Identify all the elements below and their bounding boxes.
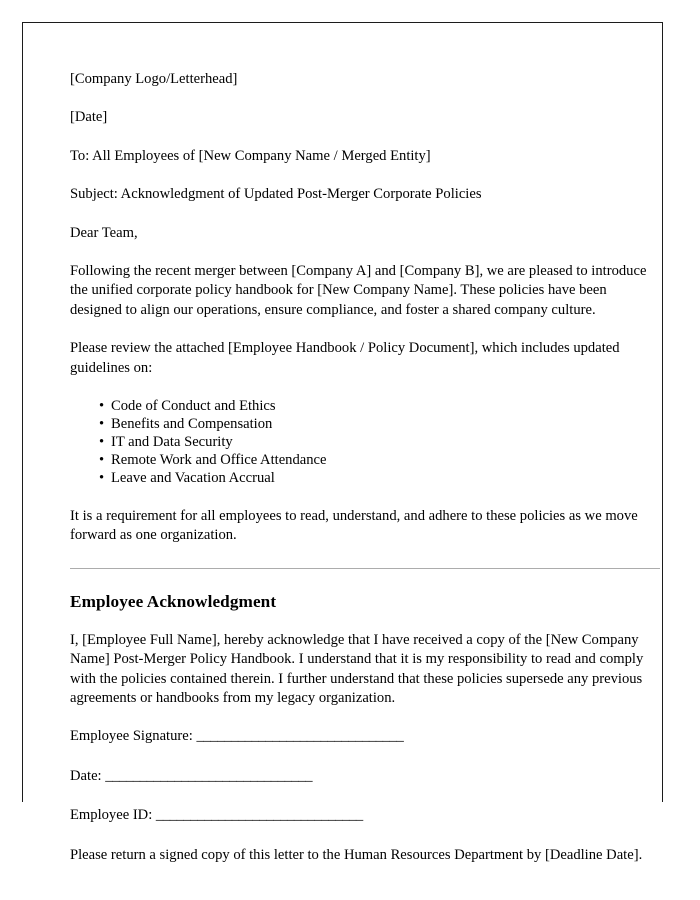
recipient-line: To: All Employees of [New Company Name / Merged Entity] <box>70 147 431 164</box>
list-item-label: Remote Work and Office Attendance <box>111 452 327 469</box>
bullet-icon: • <box>99 452 105 469</box>
bullet-icon: • <box>99 434 105 451</box>
list-item-label: Code of Conduct and Ethics <box>111 398 276 415</box>
list-item-label: Leave and Vacation Accrual <box>111 470 275 487</box>
review-paragraph: Please review the attached [Employee Handbook / Policy Document], which includes updated guidelines on: <box>70 340 620 376</box>
subject-line: Subject: Acknowledgment of Updated Post-Merger Corporate Policies <box>70 186 482 203</box>
list-item-label: Benefits and Compensation <box>111 416 273 433</box>
date-placeholder: [Date] <box>70 109 108 126</box>
list-item <box>99 415 660 433</box>
list-item <box>99 469 660 487</box>
list-item-label: IT and Data Security <box>111 434 233 451</box>
requirement-paragraph: It is a requirement for all employees to read, understand, and adhere to these policies as we move forward as one organization. <box>70 507 638 543</box>
employee-signature-field <box>70 727 660 746</box>
date-rule[interactable]: ______________________________ <box>105 767 313 784</box>
salutation: Dear Team, <box>70 224 138 241</box>
section-divider <box>70 568 660 569</box>
bullet-icon: • <box>99 398 105 415</box>
bullet-icon: • <box>99 416 105 433</box>
closing-paragraph: Please return a signed copy of this letter to the Human Resources Department by [Deadline Date]. <box>70 846 643 863</box>
document-body <box>70 70 660 884</box>
employee-id-rule[interactable]: ______________________________ <box>155 807 363 824</box>
list-item <box>99 451 660 469</box>
list-item <box>99 433 660 451</box>
acknowledgment-paragraph: I, [Employee Full Name], hereby acknowledge that I have received a copy of the [New Company Name] Post-Merger Policy Handbook. I understand that it is my responsibility to read and comply with the policies contained therein. I further understand that these policies supersede any previous agreements or handbooks from my legacy organization. <box>70 631 644 706</box>
policy-guidelines-list <box>70 397 660 487</box>
bullet-icon: • <box>99 470 105 487</box>
list-item <box>99 397 660 415</box>
letterhead-placeholder: [Company Logo/Letterhead] <box>70 71 238 87</box>
employee-signature-rule[interactable]: ______________________________ <box>196 728 404 745</box>
acknowledgment-heading: Employee Acknowledgment <box>70 592 277 612</box>
employee-id-field <box>70 806 660 825</box>
date-field <box>70 767 660 786</box>
employee-id-label: Employee ID: <box>70 807 156 824</box>
document-page <box>22 22 663 863</box>
employee-signature-label: Employee Signature: <box>70 728 197 745</box>
date-label: Date: <box>70 767 106 784</box>
intro-paragraph: Following the recent merger between [Company A] and [Company B], we are pleased to introduce the unified corporate policy handbook for [New Company Name]. These policies have been designed to align our operations, ensure compliance, and foster a shared company culture. <box>70 263 647 318</box>
